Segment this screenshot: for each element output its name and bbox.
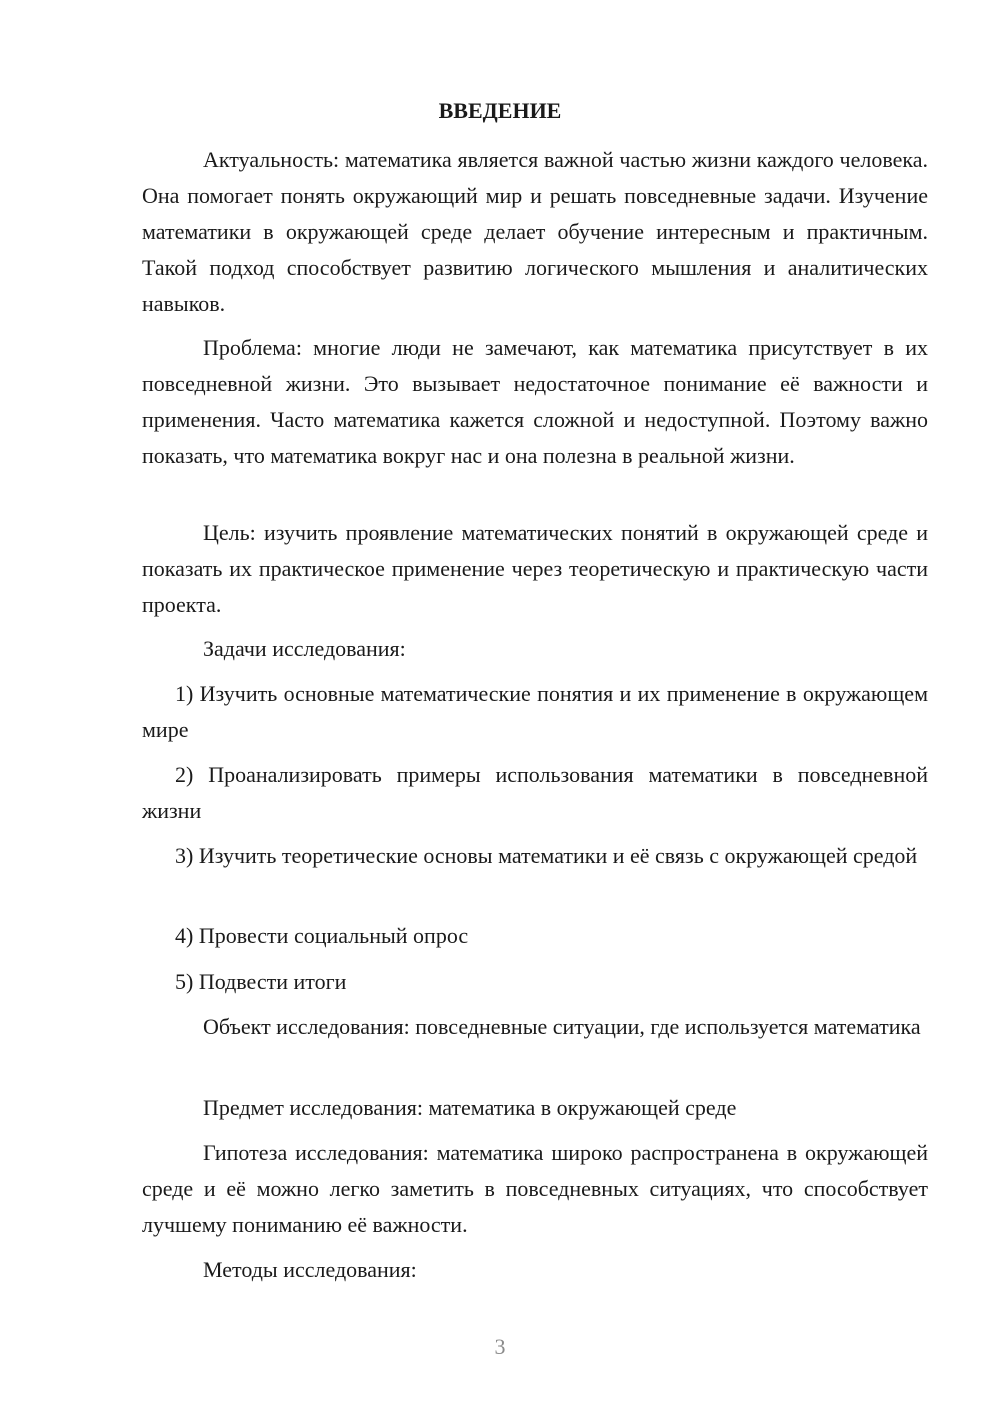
task-item-4: 4) Провести социальный опрос bbox=[175, 923, 469, 948]
task-item-3: 3) Изучить теоретические основы математики и её связь с окружающей средой bbox=[175, 843, 918, 868]
hypothesis-paragraph: Гипотеза исследования: математика широко распространена в окружающей среде и её можно легко заметить в повседневных ситуациях, что способствует лучшему пониманию её важности. bbox=[142, 1140, 928, 1237]
methods-title: Методы исследования: bbox=[203, 1257, 417, 1282]
task-item-5: 5) Подвести итоги bbox=[175, 969, 347, 994]
problem-paragraph: Проблема: многие люди не замечают, как математика присутствует в их повседневной жизни. Это вызывает недостаточное понимание её важности и применения. Часто математика кажется сложной и недоступной. Поэтому важно показать, что математика вокруг нас и она полезна в реальной жизни. bbox=[142, 335, 928, 468]
page-number: 3 bbox=[494, 1334, 506, 1359]
tasks-title: Задачи исследования: bbox=[203, 636, 406, 661]
relevance-paragraph: Актуальность: математика является важной частью жизни каждого человека. Она помогает понять окружающий мир и решать повседневные задачи. Изучение математики в окружающей среде делает обучение интересным и практичным. Такой подход способствует развитию логического мышления и аналитических навыков. bbox=[142, 147, 928, 316]
object-paragraph: Объект исследования: повседневные ситуации, где используется математика bbox=[203, 1014, 921, 1039]
goal-paragraph: Цель: изучить проявление математических понятий в окружающей среде и показать их практическое применение через теоретическую и практическую части проекта. bbox=[142, 520, 928, 617]
task-item-2: 2) Проанализировать примеры использования математики в повседневной жизни bbox=[142, 762, 928, 823]
task-item-1: 1) Изучить основные математические понятия и их применение в окружающем мире bbox=[142, 681, 928, 742]
subject-paragraph: Предмет исследования: математика в окружающей среде bbox=[203, 1095, 737, 1120]
section-heading: ВВЕДЕНИЕ bbox=[438, 98, 562, 123]
